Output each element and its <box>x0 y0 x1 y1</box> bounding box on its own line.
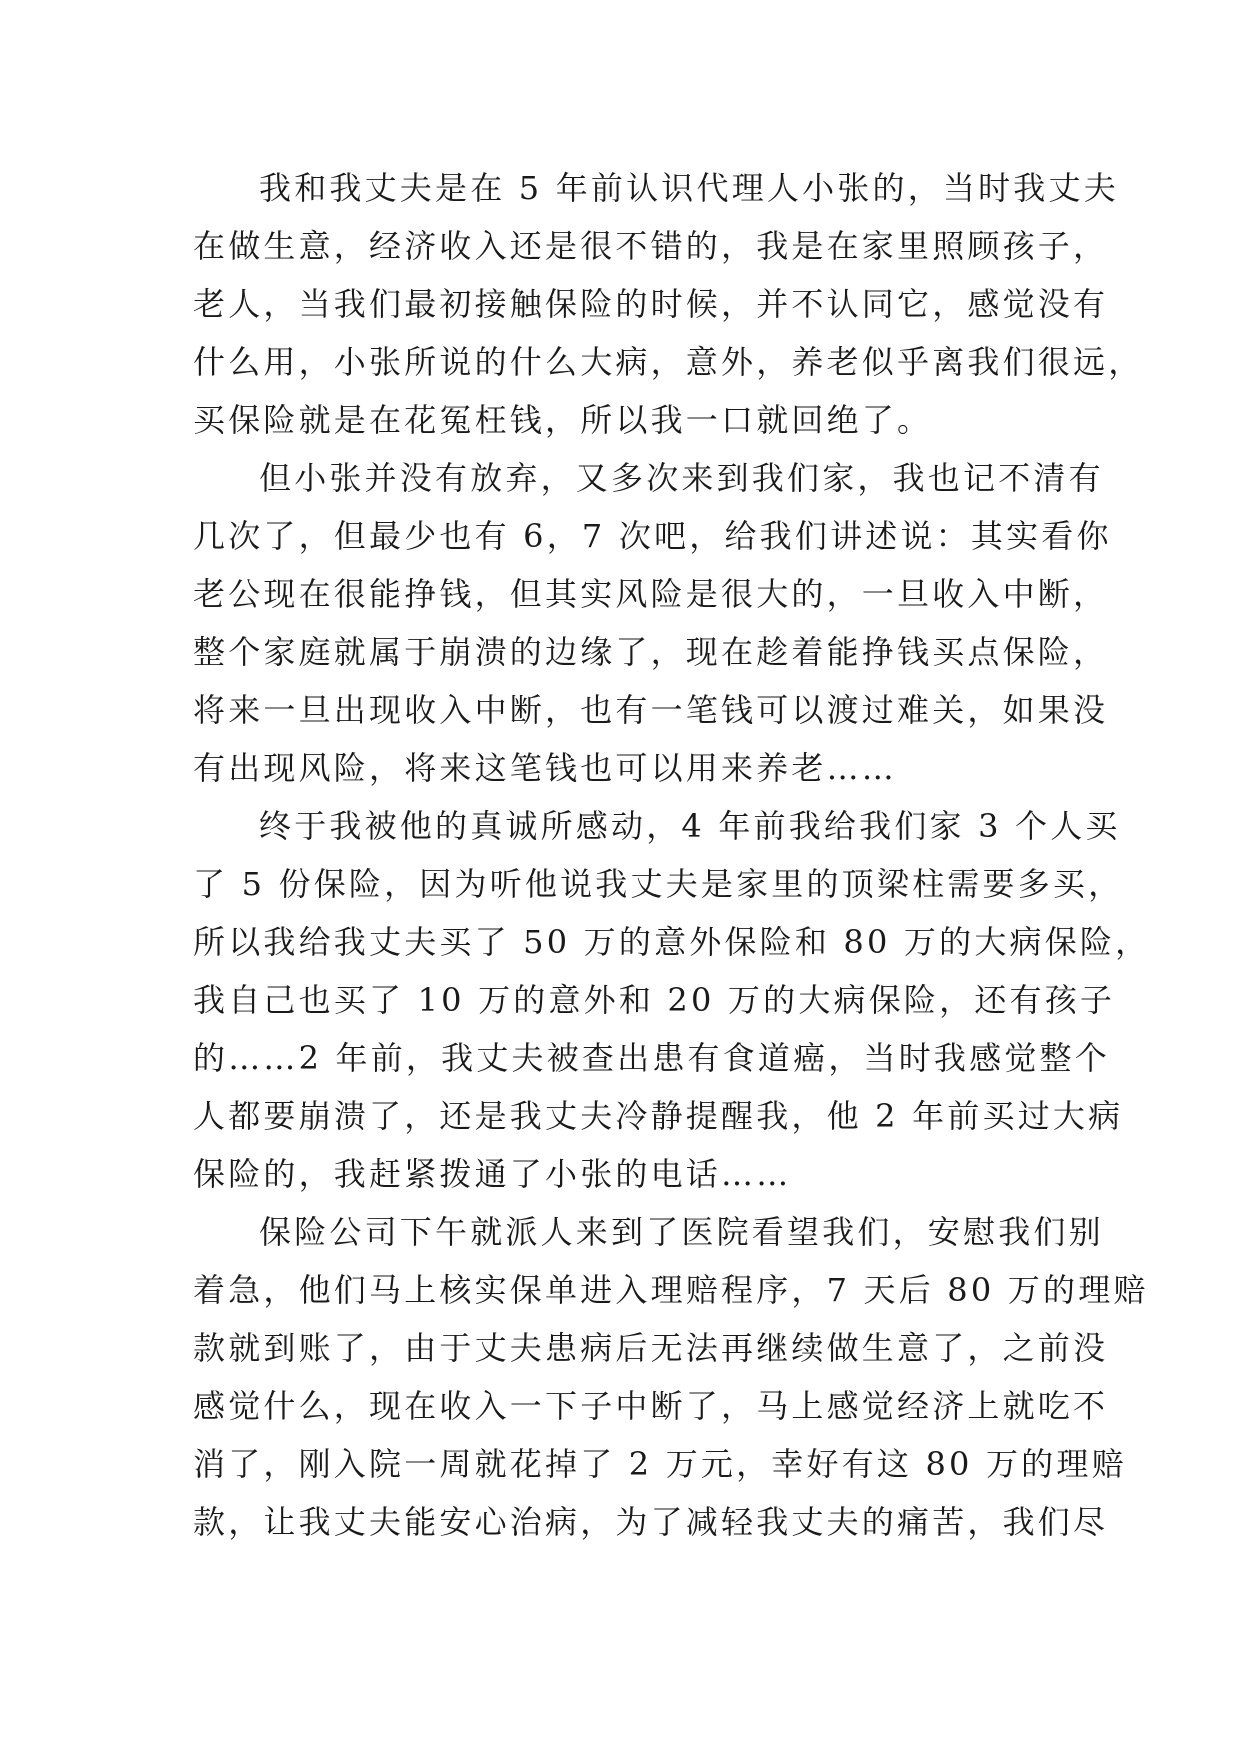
paragraph-line: 终于我被他的真诚所感动，4 年前我给我们家 3 个人买 <box>259 807 1121 845</box>
paragraph-line: 老人，当我们最初接触保险的时候，并不认同它，感觉没有 <box>193 285 1109 323</box>
paragraph-line: 的……2 年前，我丈夫被查出患有食道癌，当时我感觉整个 <box>193 1039 1110 1077</box>
paragraph-line: 保险公司下午就派人来到了医院看望我们，安慰我们别 <box>259 1213 1104 1251</box>
paragraph-line: 感觉什么，现在收入一下子中断了，马上感觉经济上就吃不 <box>193 1387 1109 1425</box>
paragraph-line: 人都要崩溃了，还是我丈夫冷静提醒我，他 2 年前买过大病 <box>193 1097 1124 1135</box>
paragraph-line: 我和我丈夫是在 5 年前认识代理人小张的，当时我丈夫 <box>259 169 1119 207</box>
paragraph-4 <box>193 1203 1149 1551</box>
paragraph-line: 我自己也买了 10 万的意外和 20 万的大病保险，还有孩子 <box>193 981 1116 1019</box>
paragraph-line: 保险的，我赶紧拨通了小张的电话…… <box>193 1155 792 1193</box>
paragraph-line: 什么用，小张所说的什么大病，意外，养老似乎离我们很远， <box>193 343 1144 381</box>
paragraph-line: 在做生意，经济收入还是很不错的，我是在家里照顾孩子， <box>193 227 1109 265</box>
paragraph-line: 但小张并没有放弃，又多次来到我们家，我也记不清有 <box>259 459 1104 497</box>
paragraph-line: 几次了，但最少也有 6，7 次吧，给我们讲述说：其实看你 <box>193 517 1112 555</box>
paragraph-1 <box>193 159 1144 449</box>
document-body <box>193 159 1151 1551</box>
paragraph-2 <box>193 449 1112 797</box>
paragraph-3 <box>193 797 1151 1203</box>
paragraph-line: 所以我给我丈夫买了 50 万的意外保险和 80 万的大病保险， <box>193 923 1151 961</box>
paragraph-line: 着急，他们马上核实保单进入理赔程序，7 天后 80 万的理赔 <box>193 1271 1149 1309</box>
paragraph-line: 款，让我丈夫能安心治病，为了减轻我丈夫的痛苦，我们尽 <box>193 1503 1109 1541</box>
paragraph-line: 有出现风险，将来这笔钱也可以用来养老…… <box>193 749 898 787</box>
paragraph-line: 将来一旦出现收入中断，也有一笔钱可以渡过难关，如果没 <box>193 691 1109 729</box>
paragraph-line: 整个家庭就属于崩溃的边缘了，现在趁着能挣钱买点保险， <box>193 633 1109 671</box>
paragraph-line: 消了，刚入院一周就花掉了 2 万元，幸好有这 80 万的理赔 <box>193 1445 1127 1483</box>
paragraph-line: 款就到账了，由于丈夫患病后无法再继续做生意了，之前没 <box>193 1329 1109 1367</box>
paragraph-line: 老公现在很能挣钱，但其实风险是很大的，一旦收入中断， <box>193 575 1109 613</box>
paragraph-line: 了 5 份保险，因为听他说我丈夫是家里的顶梁柱需要多买， <box>193 865 1124 903</box>
paragraph-line: 买保险就是在花冤枉钱，所以我一口就回绝了。 <box>193 401 933 439</box>
